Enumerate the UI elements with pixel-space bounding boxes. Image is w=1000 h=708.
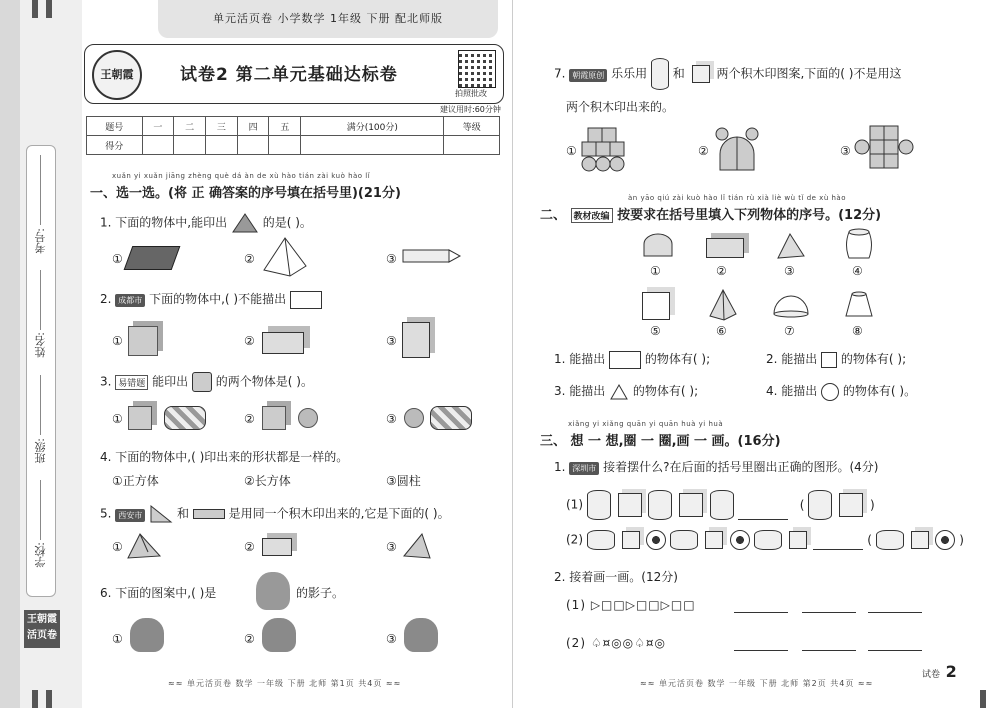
- rectangle-icon: [609, 351, 641, 369]
- cylinder-icon: [651, 58, 669, 90]
- score-input[interactable]: [142, 136, 174, 155]
- fill-1-text: 1. 能描出: [554, 352, 606, 366]
- q1-option-mark[interactable]: ①: [112, 252, 123, 266]
- q5-option-mark[interactable]: ①: [112, 540, 123, 554]
- square-icon: [192, 372, 212, 392]
- binding-mark: [32, 690, 38, 708]
- ball-icon: [646, 530, 666, 550]
- choice-group[interactable]: ( ): [867, 533, 964, 547]
- prism-icon: [400, 532, 434, 560]
- rectangle-icon: [290, 291, 322, 309]
- brand-line-1: 王朝霞: [27, 614, 57, 625]
- question-1-tail: 的是( )。: [262, 215, 312, 230]
- fill-1: [554, 350, 710, 369]
- carton-icon: [402, 322, 430, 358]
- pattern-row-1: (1) ▷□□▷□□▷□□: [566, 598, 696, 612]
- page-number: [922, 662, 957, 681]
- sub-1: [554, 458, 878, 475]
- tetrahedron-icon: [126, 532, 162, 560]
- question-5-number: 5.: [100, 506, 112, 521]
- cylinder-icon: [670, 530, 698, 550]
- q6-option-mark[interactable]: ①: [112, 632, 123, 646]
- fill-3-tail: 的物体有( );: [632, 384, 699, 398]
- pattern-b-icon: [712, 126, 762, 174]
- question-7-text-a: 乐乐用: [611, 66, 648, 81]
- sub-1-number: 1.: [554, 460, 566, 474]
- score-input[interactable]: [174, 136, 206, 155]
- half-cylinder-icon: [640, 232, 676, 260]
- sequence-row-2: [566, 530, 964, 550]
- object-mark: ⑧: [852, 324, 863, 338]
- score-cell: 等级: [444, 117, 500, 136]
- brand-badge: [24, 610, 60, 648]
- region-tag: 深圳市: [569, 462, 599, 475]
- q3-option-mark[interactable]: ②: [244, 412, 255, 426]
- answer-blank[interactable]: [738, 519, 788, 520]
- pattern-c-icon: [854, 124, 914, 176]
- object-mark: ⑤: [650, 324, 661, 338]
- binding-mark: [46, 690, 52, 708]
- cube-icon: [705, 531, 723, 549]
- question-6: [100, 584, 216, 601]
- question-5-and: 和: [176, 506, 189, 521]
- sub-2: 2. 接着画一画。(12分): [554, 570, 678, 584]
- score-input[interactable]: [301, 136, 444, 155]
- region-tag: 成都市: [115, 294, 145, 307]
- q1-option-mark[interactable]: ②: [244, 252, 255, 266]
- score-input[interactable]: [237, 136, 269, 155]
- question-4: 4. 下面的物体中,( )印出来的形状都是一样的。: [100, 450, 349, 464]
- question-1: [100, 212, 312, 234]
- sequence-row-1: [566, 490, 875, 520]
- school-line: [40, 480, 41, 540]
- fill-1-tail: 的物体有( );: [644, 352, 711, 366]
- question-5-text: 是用同一个积木印出来的,它是下面的( )。: [228, 506, 450, 521]
- object-mark: ②: [716, 264, 727, 278]
- section1-heading: 一、选一选。(将 正 确答案的序号填在括号里)(21分): [90, 186, 401, 201]
- type-tag: 易错题: [115, 375, 148, 390]
- pattern-a-icon: [580, 126, 630, 174]
- score-cell: 五: [269, 117, 301, 136]
- name-label: 姓名:: [34, 332, 47, 358]
- shadow-icon: [130, 618, 164, 652]
- fill-3: [554, 382, 698, 401]
- object-mark: ④: [852, 264, 863, 278]
- object-mark: ⑦: [784, 324, 795, 338]
- cube-icon: [679, 493, 703, 517]
- q6-option-mark[interactable]: ③: [386, 632, 397, 646]
- question-2-number: 2.: [100, 292, 112, 306]
- cube-icon: [642, 292, 670, 320]
- hemisphere-icon: [772, 292, 810, 318]
- section3-pinyin: xiǎng yi xiǎng quān yi quān huà yi huà: [568, 420, 724, 428]
- fill-4: [766, 382, 916, 401]
- cube-icon: [618, 493, 642, 517]
- question-2: [100, 290, 322, 309]
- section2-number: 二、: [540, 208, 567, 223]
- question-7-line2: 两个积木印出来的。: [566, 100, 675, 114]
- cube-icon: [911, 531, 929, 549]
- draw-blank[interactable]: [802, 650, 856, 651]
- triangle-icon: [231, 212, 259, 234]
- draw-blank[interactable]: [868, 612, 922, 613]
- question-7-text-b: 和: [672, 66, 685, 81]
- header-tab: 单元活页卷 小学数学 1年级 下册 配北师版: [158, 0, 498, 38]
- square-pyramid-icon: [708, 288, 738, 322]
- shadow-icon: [262, 618, 296, 652]
- ball-icon: [730, 530, 750, 550]
- q5-option-mark[interactable]: ②: [244, 540, 255, 554]
- score-header-row: [87, 117, 500, 136]
- sphere-icon: [298, 408, 318, 428]
- monster-icon: [256, 572, 290, 610]
- section2-heading: [540, 204, 881, 223]
- binding-spine: [0, 0, 20, 708]
- ball-icon: [935, 530, 955, 550]
- row-1-label: (1): [566, 497, 583, 512]
- cylinder-icon: [808, 490, 832, 520]
- question-3-tail: 的两个物体是( )。: [215, 374, 313, 389]
- cube-icon: [692, 65, 710, 83]
- exam-no-label: 考号:: [34, 228, 47, 254]
- section2-text: 按要求在括号里填入下列物体的序号。(12分): [617, 208, 882, 223]
- cylinder-icon: [754, 530, 782, 550]
- score-cell: 二: [174, 117, 206, 136]
- fill-4-text: 4. 能描出: [766, 384, 818, 398]
- question-3-number: 3.: [100, 374, 112, 389]
- sub-1-text: 接着摆什么?在后面的括号里圈出正确的图形。(4分): [603, 460, 879, 474]
- draw-blank[interactable]: [868, 650, 922, 651]
- cube-icon: [128, 406, 152, 430]
- q4-option[interactable]: ②长方体: [244, 474, 291, 488]
- score-cell: 四: [237, 117, 269, 136]
- score-cell: 三: [205, 117, 237, 136]
- pyramid-icon: [260, 236, 310, 278]
- page-no: 2: [945, 662, 957, 681]
- score-input[interactable]: [205, 136, 237, 155]
- question-5: [100, 504, 450, 524]
- pyramid-icon: [776, 232, 806, 262]
- q7-option-mark[interactable]: ①: [566, 144, 577, 158]
- shadow-icon: [404, 618, 438, 652]
- pattern-row-2: (2) ♤¤◎◎♤¤◎: [566, 636, 667, 650]
- object-mark: ③: [784, 264, 795, 278]
- choice-group[interactable]: ( ): [800, 498, 875, 512]
- cylinder-icon: [430, 406, 472, 430]
- rectangle-icon: [193, 509, 225, 519]
- cylinder-icon: [876, 530, 904, 550]
- origin-tag: 朝霞原创: [569, 69, 607, 82]
- footer-right: ≈≈ 单元活页卷 数学 一年级 下册 北师 第2页 共4页 ≈≈: [640, 679, 874, 688]
- question-7-text-c: 两个积木印图案,下面的( )不是用这: [716, 66, 902, 81]
- brand-line-2: 活页卷: [27, 630, 57, 641]
- class-line: [40, 375, 41, 435]
- school-label: 学校:: [34, 542, 47, 568]
- cylinder-icon: [710, 490, 734, 520]
- cuboid-icon: [706, 238, 744, 258]
- cuboid-icon: [262, 538, 292, 556]
- fill-2: [766, 350, 906, 368]
- section1-pinyin: xuǎn yi xuǎn jiāng zhèng què dá àn de xù hào tián zài kuò hào lǐ: [112, 172, 371, 180]
- score-cell: 题号: [87, 117, 143, 136]
- question-6-text: 6. 下面的图案中,( )是: [100, 586, 217, 600]
- answer-blank[interactable]: [813, 549, 863, 550]
- cube-icon: [789, 531, 807, 549]
- pencil-icon: [402, 248, 462, 264]
- question-1-text: 1. 下面的物体中,能印出: [100, 215, 228, 230]
- frustum-icon: [844, 290, 874, 320]
- page-divider: [512, 0, 513, 708]
- q4-option[interactable]: ①正方体: [112, 474, 159, 488]
- square-icon: [821, 352, 837, 368]
- q1-option-mark[interactable]: ③: [386, 252, 397, 266]
- question-2-text: 下面的物体中,( )不能描出: [149, 292, 287, 306]
- q2-option-mark[interactable]: ②: [244, 334, 255, 348]
- book-icon: [124, 246, 181, 270]
- object-mark: ⑥: [716, 324, 727, 338]
- cube-icon: [622, 531, 640, 549]
- score-cell: 得分: [87, 136, 143, 155]
- barrel-icon: [844, 228, 874, 262]
- score-input[interactable]: [269, 136, 301, 155]
- q5-option-mark[interactable]: ③: [386, 540, 397, 554]
- fill-2-text: 2. 能描出: [766, 352, 818, 366]
- section2-pinyin: àn yāo qiú zài kuò hào lǐ tián rù xià liè wù tǐ de xù hào: [628, 194, 846, 202]
- qr-code-icon[interactable]: [458, 50, 496, 88]
- fill-4-tail: 的物体有( )。: [842, 384, 917, 398]
- type-tag: 教材改编: [571, 208, 613, 223]
- score-input[interactable]: [444, 136, 500, 155]
- question-3-text: 能印出: [152, 374, 189, 389]
- qr-label: 拍照批改: [455, 89, 487, 98]
- binding-mark: [46, 0, 52, 18]
- question-7-number: 7.: [554, 66, 566, 81]
- cylinder-icon: [648, 490, 672, 520]
- right-triangle-icon: [149, 504, 173, 524]
- score-table: [86, 116, 500, 155]
- q7-option-mark[interactable]: ③: [840, 144, 851, 158]
- time-note: 建议用时:60分钟: [440, 105, 501, 114]
- circle-icon: [821, 383, 839, 401]
- q6-option-mark[interactable]: ②: [244, 632, 255, 646]
- page-label: 试卷: [922, 670, 941, 680]
- question-7: [554, 58, 901, 90]
- q3-option-mark[interactable]: ①: [112, 412, 123, 426]
- score-value-row: [87, 136, 500, 155]
- paper-title: 试卷2 第二单元基础达标卷: [180, 65, 398, 85]
- class-label: 班级:: [34, 438, 47, 464]
- footer-left: ≈≈ 单元活页卷 数学 一年级 下册 北师 第1页 共4页 ≈≈: [168, 679, 402, 688]
- cylinder-icon: [587, 530, 615, 550]
- object-mark: ①: [650, 264, 661, 278]
- sphere-icon: [404, 408, 424, 428]
- fill-2-tail: 的物体有( );: [840, 352, 907, 366]
- draw-blank[interactable]: [802, 612, 856, 613]
- q2-option-mark[interactable]: ①: [112, 334, 123, 348]
- binding-mark: [980, 690, 986, 708]
- draw-blank[interactable]: [734, 612, 788, 613]
- question-6-tail: 的影子。: [296, 586, 345, 600]
- exam-no-line: [40, 155, 41, 225]
- q3-option-mark[interactable]: ③: [386, 412, 397, 426]
- name-line: [40, 270, 41, 330]
- student-info-box: [26, 145, 56, 597]
- cylinder-icon: [164, 406, 206, 430]
- cube-icon: [262, 406, 286, 430]
- q7-option-mark[interactable]: ②: [698, 144, 709, 158]
- cube-icon: [839, 493, 863, 517]
- binding-mark: [32, 0, 38, 18]
- cube-icon: [128, 326, 158, 356]
- region-tag: 西安市: [115, 509, 145, 522]
- q2-option-mark[interactable]: ③: [386, 334, 397, 348]
- brand-logo: 王朝霞: [92, 50, 142, 100]
- question-3: [100, 372, 313, 392]
- section3-heading: 三、 想 一 想,圈 一 圈,画 一 画。(16分): [540, 434, 781, 449]
- fill-3-text: 3. 能描出: [554, 384, 606, 398]
- tissue-box-icon: [262, 332, 304, 354]
- triangle-icon: [609, 383, 629, 401]
- row-2-label: (2): [566, 532, 583, 547]
- draw-blank[interactable]: [734, 650, 788, 651]
- score-cell: 满分(100分): [301, 117, 444, 136]
- score-cell: 一: [142, 117, 174, 136]
- q4-option[interactable]: ③圆柱: [386, 474, 421, 488]
- cylinder-icon: [587, 490, 611, 520]
